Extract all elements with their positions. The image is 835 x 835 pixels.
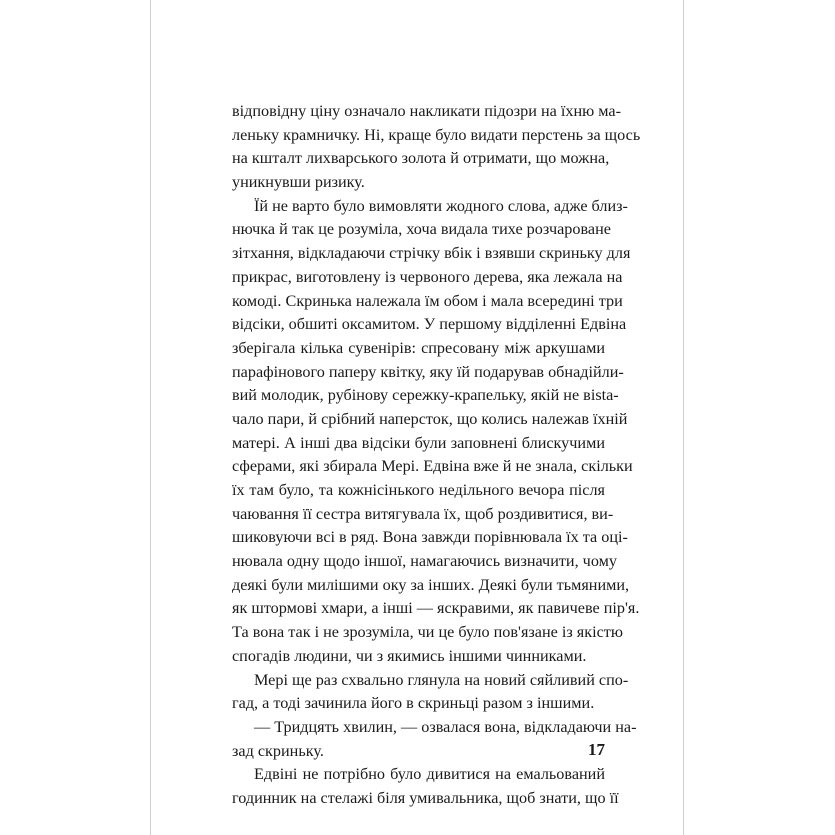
text-line: парафінового паперу квітку, яку їй подарував обнадійли- bbox=[232, 362, 624, 381]
text-line: уникнувши ризику. bbox=[232, 173, 365, 192]
text-line: спогадів людини, чи з якимись іншими чинниками. bbox=[232, 646, 587, 665]
text-line: чало пари, й срібний наперсток, що колись належав їхній bbox=[232, 409, 628, 428]
text-line: годинник на стелажі біля умивальника, щоб знати, що її bbox=[232, 788, 619, 807]
text-line: — Тридцять хвилин, — озвалася вона, відкладаючи на- bbox=[254, 717, 637, 736]
text-line: зітхання, відкладаючи стрічку вбік і взявши скриньку для bbox=[232, 244, 631, 263]
book-page bbox=[150, 0, 684, 835]
text-line: Та вона так і не зрозуміла, чи це було пов'язане із якістю bbox=[232, 623, 623, 642]
text-line: гад, а тоді зачинила його в скриньці разом з іншими. bbox=[232, 694, 595, 713]
text-line: Мері ще раз схвально глянула на новий сяйливий спо- bbox=[254, 670, 629, 689]
text-line: деякі були милішими оку за інших. Деякі були тьмяними, bbox=[232, 575, 630, 594]
text-line: леньку крамничку. Ні, краще було видати перстень за щось bbox=[232, 125, 641, 144]
text-line: вий молодик, рубінову сережку-крапельку, якій не вista- bbox=[232, 386, 619, 405]
text-line: Їй не варто було вимовляти жодного слова, адже близ- bbox=[254, 196, 628, 215]
text-line: їх там було, та кожнісінького недільного вечора після bbox=[232, 481, 605, 499]
body-text bbox=[232, 100, 641, 811]
text-line: зберігала кілька сувенірів: спресовану між аркушами bbox=[232, 338, 605, 357]
text-line: на кшталт лихварського золота й отримати, що можна, bbox=[232, 149, 610, 168]
text-line: нючка й так це розуміла, хоча видала тихе розчароване bbox=[232, 220, 611, 239]
text-line: відповідну ціну означало накликати підозри на їхню ма- bbox=[232, 102, 621, 120]
text-line: Едвіні не потрібно було дивитися на емальований bbox=[254, 765, 605, 784]
page-number: 17 bbox=[588, 740, 605, 759]
text-line: прикрас, виготовлену із червоного дерева, яка лежала на bbox=[232, 267, 623, 286]
text-line: чаювання її сестра витягувала їх, щоб роздивитися, ви- bbox=[232, 504, 614, 523]
text-line: як штормові хмари, а інші — яскравими, як павичеве пір'я. bbox=[232, 599, 640, 618]
text-line: відсіки, обшиті оксамитом. У першому відділенні Едвіна bbox=[232, 315, 627, 334]
text-line: сферами, які збирала Мері. Едвіна вже й не знала, скільки bbox=[232, 457, 633, 476]
text-line: нювала одну щодо іншої, намагаючись визначити, чому bbox=[232, 552, 617, 571]
text-line: шиковуючи всі в ряд. Вона завжди порівнювала їх та оці- bbox=[232, 528, 628, 547]
text-line: комоді. Скринька належала їм обом і мала всередині три bbox=[232, 291, 623, 310]
text-line: зад скриньку. bbox=[232, 741, 324, 760]
text-line: матері. А інші два відсіки були заповнені блискучими bbox=[232, 433, 605, 452]
